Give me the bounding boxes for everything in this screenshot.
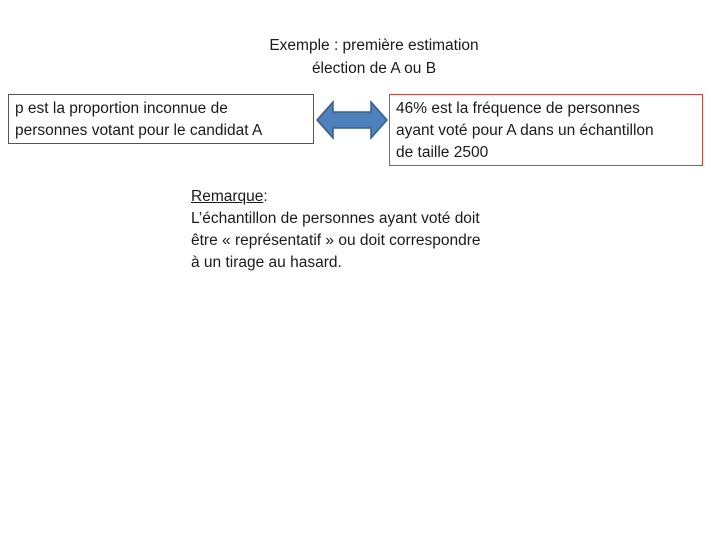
remark-block <box>191 186 551 274</box>
unknown-proportion-line-1: p est la proportion inconnue de <box>15 100 228 117</box>
page-title <box>200 34 548 80</box>
remark-heading-line <box>191 186 551 208</box>
sample-frequency-line-3: de taille 2500 <box>396 144 489 161</box>
unknown-proportion-box <box>8 94 314 144</box>
remark-line-3: à un tirage au hasard. <box>191 254 342 271</box>
sample-frequency-line-2: ayant voté pour A dans un échantillon <box>396 122 654 139</box>
remark-line-2: être « représentatif » ou doit correspondre <box>191 232 481 249</box>
unknown-proportion-line-2: personnes votant pour le candidat A <box>15 122 263 139</box>
remark-heading-colon: : <box>263 188 268 205</box>
title-line-1: Exemple : première estimation <box>269 37 479 54</box>
remark-line-1: L’échantillon de personnes ayant voté doit <box>191 210 480 227</box>
double-arrow-icon <box>316 98 388 142</box>
remark-heading: Remarque <box>191 188 264 205</box>
sample-frequency-line-1: 46% est la fréquence de personnes <box>396 100 640 117</box>
title-line-2: élection de A ou B <box>311 60 437 77</box>
sample-frequency-box <box>389 94 703 166</box>
